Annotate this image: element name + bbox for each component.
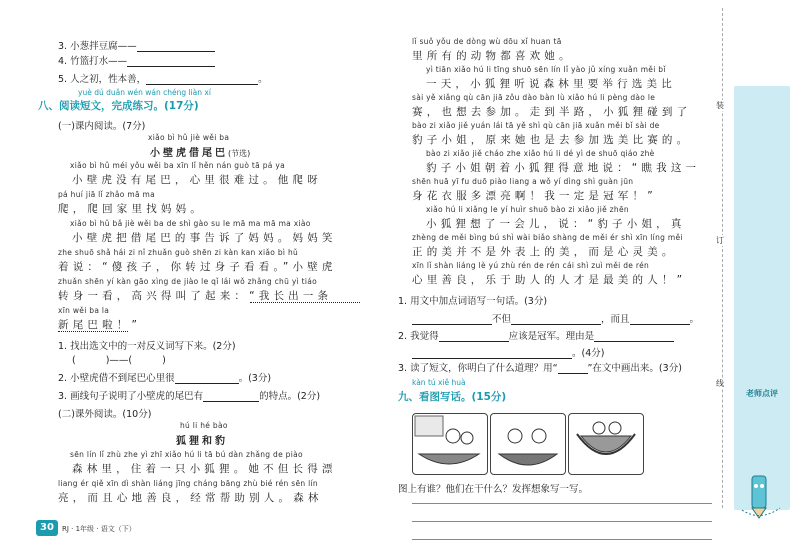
answer-blank[interactable]	[137, 42, 215, 52]
title-2-pinyin: hú li hé bào	[180, 421, 228, 430]
passage-2-line-10: 正的美并不是外表上的美，而是心灵美。	[412, 246, 677, 258]
binding-mark-1: 装	[716, 101, 724, 110]
title-2: 狐狸和豹	[176, 436, 228, 447]
passage-1-pinyin-5: zhuǎn shēn yí kàn gāo xìng de jiào le qǐ lái wǒ zhǎng chū yì tiáo	[58, 277, 318, 286]
section-8-pinyin: yuè dú duǎn wén wán chéng liàn xí	[78, 88, 211, 97]
teacher-comment-label: 老师点评	[746, 389, 778, 398]
part-2-heading: (二)课外阅读。(10分)	[58, 409, 152, 420]
passage-2-line-7: 豹子小姐朝着小狐狸得意地说：“瞧我这一	[426, 162, 701, 174]
picture-question: 图上有谁？他们在干什么？发挥想象写一写。	[398, 484, 589, 495]
picture-3	[568, 413, 644, 475]
passage-1-line-2: 爬，爬回家里找妈妈。	[58, 203, 205, 215]
passage-2-line-2: 亮，而且心地善良，经常帮助别人。森林	[58, 492, 323, 504]
question-3: 3. 小葱拌豆腐——	[58, 38, 215, 52]
line-symbol	[558, 364, 588, 374]
passage-2-pinyin-11: xīn lǐ shàn liáng lè yú zhù rén de rén cái shì zuì měi de rén	[412, 261, 650, 270]
passage-1-pinyin-1: xiǎo bì hǔ méi yǒu wěi ba xīn lǐ hěn nán guò tā pá ya	[70, 161, 286, 170]
antonym-answer[interactable]: ( )——( )	[72, 355, 166, 366]
answer-blank[interactable]	[146, 75, 258, 85]
underline-sentence	[250, 302, 360, 303]
answer-blank[interactable]	[203, 392, 259, 402]
passage-2-line-6: 豹子小姐，原来她也是去参加选美比赛的。	[412, 134, 692, 146]
right-question-3: 3. 读了短文，你明白了什么道理？用“ ”在文中画出来。(3分)	[398, 363, 682, 374]
answer-blank[interactable]	[594, 332, 674, 342]
section-9-pinyin: kàn tú xiě huà	[412, 378, 466, 387]
pencil-mascot-icon	[736, 470, 784, 522]
fox-and-watermelon-picture	[413, 414, 487, 474]
binding-mark-2: 订	[716, 236, 724, 245]
passage-2-pinyin-10: zhèng de měi bìng bú shì wài biǎo shàng de měi ér shì xīn líng měi	[412, 233, 683, 242]
writing-line[interactable]	[412, 503, 712, 504]
passage-2-line-11: 心里善良，乐于助人的人才是最美的人！”	[412, 274, 687, 286]
binding-mark-3: 线	[716, 379, 724, 388]
passage-1-line-4: 着说：“傻孩子，你转过身子看看。”小壁虎	[58, 261, 337, 273]
passage-1-pinyin-3: xiǎo bì hǔ bǎ jiè wěi ba de shì gào su le mā ma mā ma xiào	[70, 219, 311, 228]
left-question-3: 3. 画线句子说明了小壁虎的尾巴有 的特点。(2分)	[58, 391, 321, 402]
answer-blank[interactable]	[439, 332, 509, 342]
passage-1-line-1: 小壁虎没有尾巴，心里很难过。他爬呀	[72, 174, 322, 186]
picture-2	[490, 413, 566, 475]
passage-1-pinyin-2: pá huí jiā lǐ zhǎo mā ma	[58, 190, 156, 199]
right-question-2: 2. 我觉得 应该是冠军。理由是	[398, 328, 674, 342]
question-5: 5. 人之初，性本善， 。	[58, 74, 268, 85]
passage-2-pinyin-6: bào zi xiǎo jiě yuán lái tā yě shì qù cān jiā xuǎn měi bǐ sài de	[412, 121, 660, 130]
title-1: 小壁虎借尾巴(节选)	[150, 148, 251, 159]
passage-1-line-6: 新尾巴啦！”	[58, 319, 142, 331]
passage-2-pinyin-2: liang ér qiě xīn dì shàn liáng jīng cháng bāng zhù bié rén sēn lín	[58, 479, 318, 488]
passage-2-pinyin-1: sēn lín lǐ zhù zhe yì zhī xiǎo hú li tā bú dàn zhǎng de piào	[70, 450, 303, 459]
passage-2-line-4: 一天，小狐狸听说森林里要举行选美比	[426, 78, 676, 90]
left-question-2: 2. 小壁虎借不到尾巴心里很 。(3分)	[58, 373, 272, 384]
passage-2-pinyin-3: lǐ suǒ yǒu de dòng wù dōu xǐ huan tā	[412, 37, 562, 46]
question-4: 4. 竹篮打水——	[58, 53, 215, 67]
passage-1-pinyin-6: xīn wěi ba la	[58, 306, 110, 315]
passage-2-pinyin-8: shēn huā yī fu duō piào liang a wǒ yí dìng shì guàn jūn	[412, 177, 634, 186]
writing-line[interactable]	[412, 521, 712, 522]
left-question-1: 1. 找出选文中的一对反义词写下来。(2分)	[58, 341, 236, 352]
right-question-2-line2: 。(4分)	[412, 345, 604, 359]
section-8-title: 八、阅读短文，完成练习。(17分)	[38, 100, 199, 112]
picture-1	[412, 413, 488, 475]
passage-1-pinyin-4: zhe shuō shǎ hái zi nǐ zhuǎn guò shēn zi kàn kan xiǎo bì hǔ	[58, 248, 299, 257]
passage-2-pinyin-9: xiǎo hú li xiǎng le yí huìr shuō bào zi xiǎo jiě zhēn	[426, 205, 629, 214]
passage-1-line-5: 转身一看，高兴得叫了起来：“我长出一条	[58, 290, 333, 302]
passage-2-pinyin-7: bào zi xiǎo jiě cháo zhe xiǎo hú li dé yì de shuō qiáo zhè	[426, 149, 655, 158]
passage-2-line-8: 身花衣服多漂亮啊！我一定是冠军！”	[412, 190, 657, 202]
footer-label: RJ · 1年级 · 语文（下）	[62, 525, 136, 533]
answer-blank[interactable]	[127, 57, 215, 67]
answer-blank[interactable]	[412, 315, 492, 325]
teacher-comment-panel	[734, 86, 790, 510]
passage-2-line-5: 赛，也想去参加。走到半路，小狐狸碰到了	[412, 106, 692, 118]
part-1-heading: (一)课内阅读。(7分)	[58, 121, 146, 132]
passage-2-line-3: 里所有的动物都喜欢她。	[412, 50, 574, 62]
page-number: 30	[36, 520, 58, 536]
mice-and-watermelon-picture	[491, 414, 565, 474]
watermelon-boat-picture	[569, 414, 643, 474]
sentence-answer: 不但 ，而且 。	[412, 311, 699, 325]
section-9-title: 九、看图写话。(15分)	[398, 391, 507, 403]
answer-blank[interactable]	[175, 374, 239, 384]
passage-2-line-9: 小狐狸想了一会儿，说：“豹子小姐，真	[426, 218, 686, 230]
passage-2-pinyin-5: sài yě xiǎng qù cān jiā zǒu dào bàn lù xiǎo hú li pèng dào le	[412, 93, 656, 102]
passage-1-line-3: 小壁虎把借尾巴的事告诉了妈妈。妈妈笑	[72, 232, 337, 244]
writing-line[interactable]	[412, 539, 712, 540]
passage-2-pinyin-4: yì tiān xiǎo hú li tīng shuō sēn lín lǐ yào jǔ xíng xuǎn měi bǐ	[426, 65, 666, 74]
underline-sentence-2	[58, 331, 128, 332]
answer-blank[interactable]	[511, 315, 601, 325]
answer-blank[interactable]	[630, 315, 690, 325]
right-question-1: 1. 用文中加点词语写一句话。(3分)	[398, 296, 548, 307]
answer-blank[interactable]	[412, 349, 572, 359]
title-1-pinyin: xiǎo bì hǔ jiè wěi ba	[148, 133, 230, 142]
passage-2-line-1: 森林里，住着一只小狐狸。她不但长得漂	[72, 463, 337, 475]
binding-line	[722, 8, 723, 508]
